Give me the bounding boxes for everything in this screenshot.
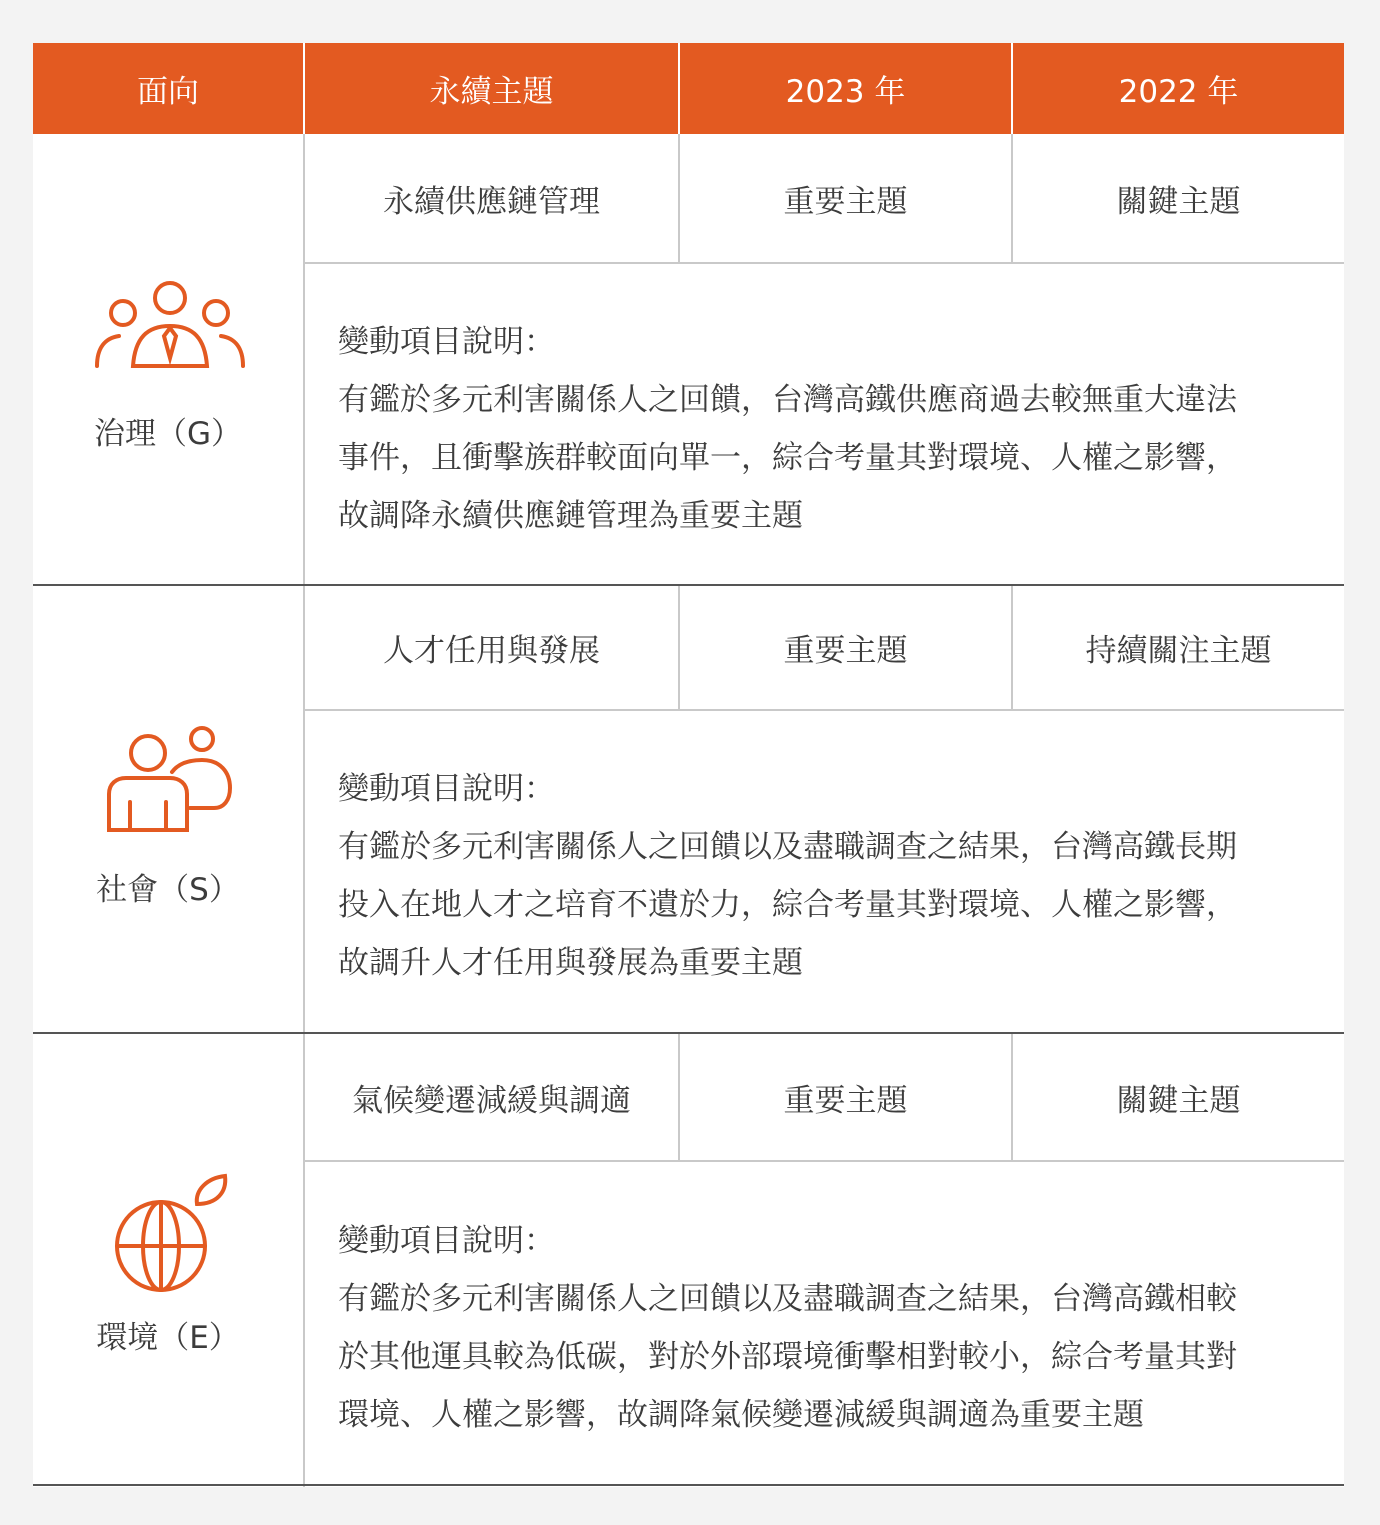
people-tie-icon bbox=[95, 280, 245, 372]
sustainability-topics-table bbox=[33, 43, 1344, 1487]
description-title: 變動項目說明： bbox=[338, 324, 555, 360]
status-2022-cell: 關鍵主題 bbox=[1116, 1082, 1241, 1119]
description-title: 變動項目說明： bbox=[338, 771, 555, 807]
description-line: 有鑑於多元利害關係人之回饋，台灣高鐵供應商過去較無重大違法 bbox=[338, 382, 1237, 418]
change-description bbox=[338, 313, 1338, 545]
aspect-label: 環境（E） bbox=[96, 1320, 240, 1356]
header-aspect: 面向 bbox=[137, 74, 199, 110]
description-line: 有鑑於多元利害關係人之回饋以及盡職調查之結果，台灣高鐵長期 bbox=[338, 829, 1237, 865]
aspect-cell bbox=[33, 586, 303, 1032]
description-line: 事件，且衝擊族群較面向單一，綜合考量其對環境、人權之影響， bbox=[338, 440, 1237, 476]
topic-cell: 永續供應鏈管理 bbox=[383, 183, 600, 220]
aspect-cell bbox=[33, 134, 303, 586]
description-line: 投入在地人才之培育不遺於力，綜合考量其對環境、人權之影響， bbox=[338, 887, 1237, 923]
globe-leaf-icon bbox=[111, 1172, 229, 1296]
topic-cell: 人才任用與發展 bbox=[383, 633, 600, 669]
table-header bbox=[33, 43, 1344, 134]
header-topic: 永續主題 bbox=[429, 74, 554, 110]
change-description bbox=[338, 1212, 1338, 1444]
aspect-label: 治理（G） bbox=[93, 416, 243, 452]
change-description bbox=[338, 760, 1338, 992]
status-2022-cell: 關鍵主題 bbox=[1116, 183, 1241, 220]
status-2022-cell: 持續關注主題 bbox=[1085, 633, 1272, 669]
status-2023-cell: 重要主題 bbox=[783, 633, 908, 669]
description-line: 故調升人才任用與發展為重要主題 bbox=[338, 945, 803, 981]
aspect-label: 社會（S） bbox=[96, 872, 240, 908]
description-line: 於其他運具較為低碳，對於外部環境衝擊相對較小，綜合考量其對 bbox=[338, 1339, 1237, 1375]
header-2023: 2023 年 bbox=[785, 74, 906, 110]
description-title: 變動項目說明： bbox=[338, 1223, 555, 1259]
description-line: 故調降永續供應鏈管理為重要主題 bbox=[338, 498, 803, 534]
description-line: 環境、人權之影響，故調降氣候變遷減緩與調適為重要主題 bbox=[338, 1397, 1144, 1433]
status-2023-cell: 重要主題 bbox=[783, 183, 908, 220]
description-line: 有鑑於多元利害關係人之回饋以及盡職調查之結果，台灣高鐵相較 bbox=[338, 1281, 1237, 1317]
status-2023-cell: 重要主題 bbox=[783, 1082, 908, 1119]
two-people-icon bbox=[106, 726, 234, 836]
topic-cell: 氣候變遷減緩與調適 bbox=[352, 1082, 631, 1119]
aspect-cell bbox=[33, 1034, 303, 1484]
header-2022: 2022 年 bbox=[1118, 74, 1239, 110]
